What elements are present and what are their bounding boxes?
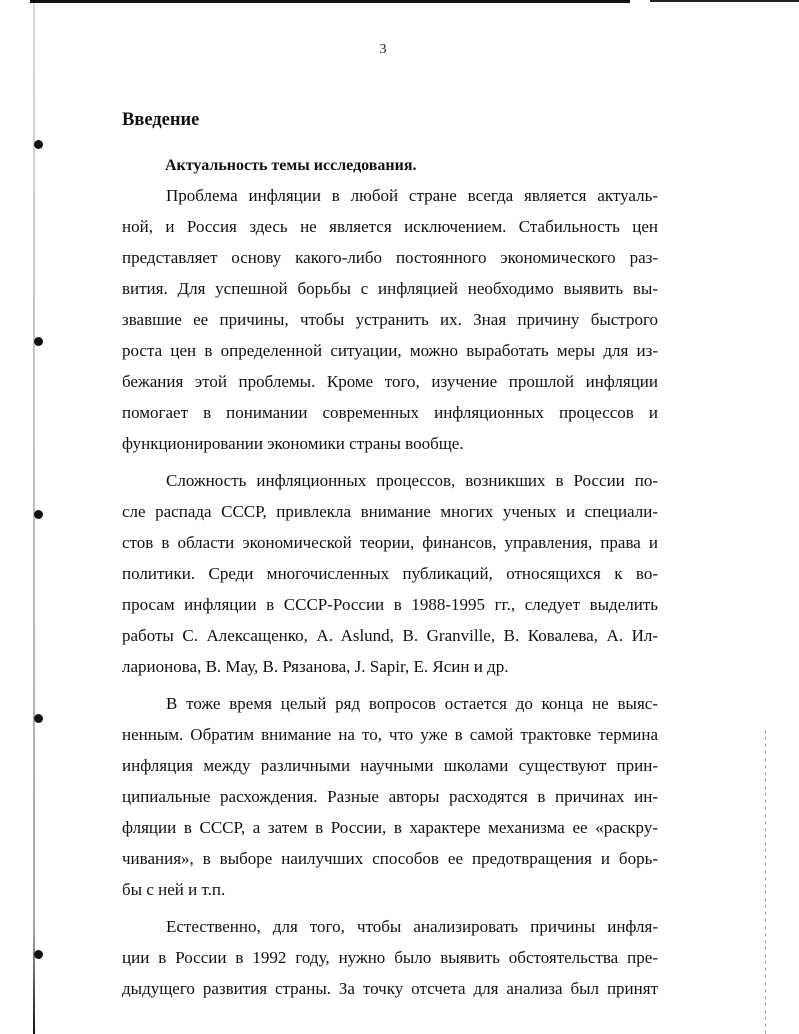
text-line: стов в области экономической теории, финансов, управления, права и — [122, 533, 658, 552]
text-line: ларионова, В. Мау, В. Рязанова, J. Sapir, Е. Ясин и др. — [122, 657, 509, 676]
text-line: В тоже время целый ряд вопросов остается до конца не выяс- — [166, 694, 658, 713]
text-line: ной, и Россия здесь не является исключением. Стабильность цен — [122, 217, 658, 236]
paragraph — [122, 688, 658, 905]
text-line: дыдущего развития страны. За точку отсчета для анализа был принят — [122, 979, 658, 998]
text-line: ненным. Обратим внимание на то, что уже в самой трактовке термина — [122, 725, 658, 744]
text-line: помогает в понимании современных инфляционных процессов и — [122, 403, 658, 422]
text-line: функционировании экономики страны вообще. — [122, 434, 464, 453]
paragraph — [122, 180, 658, 459]
text-line: ципиальные расхождения. Разные авторы расходятся в причинах ин- — [122, 787, 658, 806]
text-line: представляет основу какого-либо постоянного экономического раз- — [122, 248, 658, 267]
section-heading: Введение — [122, 110, 200, 130]
text-line: фляции в СССР, а затем в России, в характере механизма ее «раскру- — [122, 818, 658, 837]
text-line: инфляция между различными научными школами существуют прин- — [122, 756, 658, 775]
binding-hole-mark — [34, 714, 43, 723]
text-line: Проблема инфляции в любой стране всегда является актуаль- — [166, 186, 658, 205]
text-line: политики. Среди многочисленных публикаций, относящихся к во- — [122, 564, 658, 583]
subsection-heading: Актуальность темы исследования. — [165, 157, 417, 174]
text-line: Естественно, для того, чтобы анализировать причины инфля- — [166, 917, 658, 936]
body-text — [122, 180, 658, 1004]
binding-hole-mark — [34, 140, 43, 149]
text-line: ции в России в 1992 году, нужно было выявить обстоятельства пре- — [122, 948, 658, 967]
binding-hole-mark — [34, 950, 43, 959]
text-line: чивания», в выборе наилучших способов ее предотвращения и борь- — [122, 849, 658, 868]
text-line: вития. Для успешной борьбы с инфляцией необходимо выявить вы- — [122, 279, 658, 298]
text-line: роста цен в определенной ситуации, можно выработать меры для из- — [122, 341, 658, 360]
text-line: Сложность инфляционных процессов, возникших в России по- — [166, 471, 658, 490]
binding-hole-mark — [34, 337, 43, 346]
binding-hole-mark — [34, 510, 43, 519]
paragraph — [122, 911, 658, 1004]
text-line: бы с ней и т.п. — [122, 880, 226, 899]
scan-top-rule — [30, 0, 630, 3]
text-line: бежания этой проблемы. Кроме того, изучение прошлой инфляции — [122, 372, 658, 391]
text-line: работы С. Алексащенко, A. Aslund, B. Granville, В. Ковалева, А. Ил- — [122, 626, 658, 645]
paragraph — [122, 465, 658, 682]
page-number: 3 — [379, 42, 387, 57]
text-line: сле распада СССР, привлекла внимание многих ученых и специали- — [122, 502, 658, 521]
scan-top-rule-right — [650, 0, 799, 2]
scan-right-edge — [765, 730, 766, 1034]
text-line: просам инфляции в СССР-России в 1988-1995 гг., следует выделить — [122, 595, 658, 614]
text-line: звавшие ее причины, чтобы устранить их. Зная причину быстрого — [122, 310, 658, 329]
